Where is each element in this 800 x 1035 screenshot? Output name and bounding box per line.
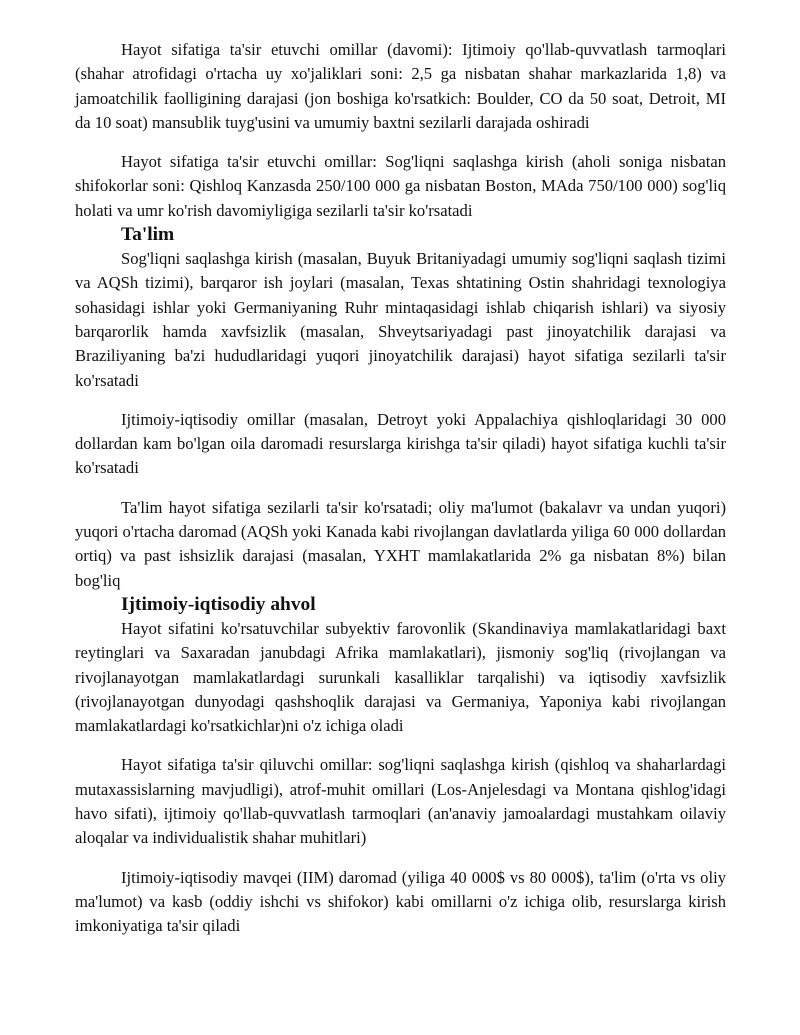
document-page [75,38,726,939]
paragraph-socio-1: Hayot sifatini ko'rsatuvchilar subyektiv farovonlik (Skandinaviya mamlakatlaridagi baxt reytinglari va Saxaradan janubdagi Afrika mamlakatlari), jismoniy sog'liq (rivojlangan va rivojlanayotgan mamlakatlardagi surunkali kasalliklar tarqalishi) va iqtisodiy xavfsizlik (rivojlanayotgan dunyodagi qashshoqlik darajasi va Germaniya, Yaponiya kabi rivojlangan mamlakatlardagi ko'rsatkichlar)ni o'z ichiga oladi [75,618,726,736]
paragraph-talim-2: Ijtimoiy-iqtisodiy omillar (masalan, Detroyt yoki Appalachiya qishloqlaridagi 30 000 dollardan kam bo'lgan oila daromadi resurslarga kirishga ta'sir qiladi) hayot sifatiga kuchli ta'sir ko'rsatadi [75,409,726,478]
paragraph-healthcare-access: Hayot sifatiga ta'sir etuvchi omillar: Sog'liqni saqlashga kirish (aholi soniga nisbatan shifokorlar soni: Qishloq Kanzasda 250/100 000 ga nisbatan Boston, MAda 750/100 000) sog'liq holati va umr ko'rish davomiyligiga sezilarli ta'sir ko'rsatadi [75,152,726,220]
paragraph-socio-3: Ijtimoiy-iqtisodiy mavqei (IIM) daromad (yiliga 40 000$ vs 80 000$), ta'lim (o'rta vs oliy ma'lumot) va kasb (oddiy ishchi vs shifokor) kabi omillarni o'z ichiga olib, resurslarga kirish imkoniyatiga ta'sir qiladi [75,867,726,936]
paragraph-talim-1: Sog'liqni saqlashga kirish (masalan, Buyuk Britaniyadagi umumiy sog'liqni saqlash tizimi va AQSh tizimi), barqaror ish joylari (masalan, Texas shtatining Ostin shahridagi texnologiya sohasidagi ishlar yoki Germaniyaning Ruhr mintaqasidagi ishlab chiqarish ishlari) va siyosiy barqarorlik hamda xavfsizlik (masalan, Shveytsariyadagi past jinoyatchilik darajasi va Braziliyaning ba'zi hududlaridagi yuqori jinoyatchilik darajasi) hayot sifatiga sezilarli ta'sir ko'rsatadi [75,249,726,390]
paragraph-socio-2: Hayot sifatiga ta'sir qiluvchi omillar: sog'liqni saqlashga kirish (qishloq va shaharlardagi mutaxassislarning mavjudligi), atrof-muhit omillari (Los-Anjelesdagi va Montana qishlog'idagi havo sifati), ijtimoiy qo'llab-quvvatlash tarmoqlari (an'anaviy jamoalardagi mustahkam oilaviy aloqalar va individualistik shahar muhitlari) [75,755,726,848]
paragraph-talim-3: Ta'lim hayot sifatiga sezilarli ta'sir ko'rsatadi; oliy ma'lumot (bakalavr va undan yuqori) yuqori o'rtacha daromad (AQSh yoki Kanada kabi rivojlangan davlatlarda yiliga 60 000 dollardan ortiq) va past ishsizlik darajasi (masalan, YXHT mamlakatlarida 2% ga nisbatan 8%) bilan bog'liq [75,497,726,590]
section-heading-talim: Ta'lim [121,224,175,246]
section-heading-socioeconomic: Ijtimoiy-iqtisodiy ahvol [121,593,316,615]
paragraph-quality-factors-continued: Hayot sifatiga ta'sir etuvchi omillar (davomi): Ijtimoiy qo'llab-quvvatlash tarmoqlari (shahar atrofidagi o'rtacha uy xo'jaliklari soni: 2,5 ga nisbatan shahar markazlarida 1,8) va jamoatchilik faolligining darajasi (jon boshiga ko'rsatkich: Boulder, CO da 50 soat, Detroit, MI da 10 soat) mansublik tuyg'usini va umumiy baxtni sezilarli darajada oshiradi [75,40,726,132]
